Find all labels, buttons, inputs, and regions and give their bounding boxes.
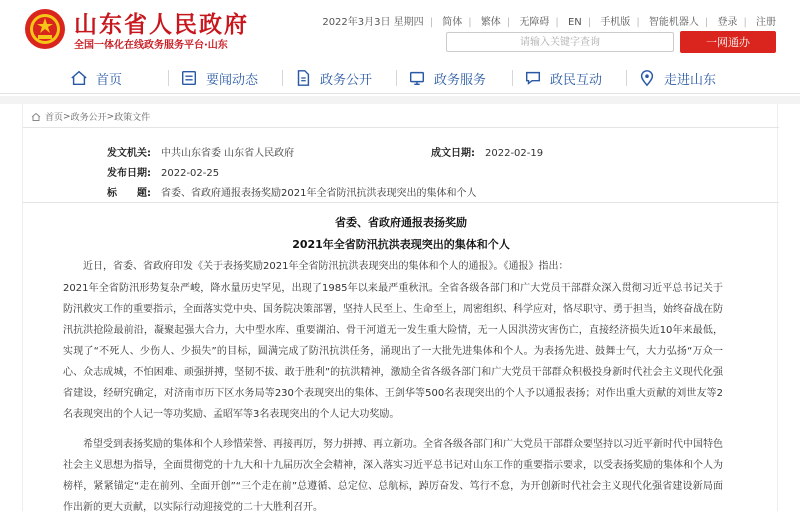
article-heading: 省委、省政府通报表扬奖励: [335, 216, 467, 229]
meta-value: 省委、省政府通报表扬奖励2021年全省防汛抗洪表现突出的集体和个人: [161, 188, 477, 199]
meta-label: 标 题:: [107, 188, 151, 199]
nav-label: 要闻动态: [206, 72, 259, 88]
doc-icon: [294, 69, 312, 87]
nav-item-interaction[interactable]: [524, 66, 602, 90]
meta-published-date: [107, 164, 219, 179]
nav-label: 首页: [96, 72, 123, 88]
article-paragraph: 希望受到表扬奖励的集体和个人珍惜荣誉、再接再厉，努力拼搏、再立新功。全省各级各部门和广大党员干部群众要坚持以习近平新时代中国特色社会主义思想为指导，全面贯彻党的十九大和十九届历次全会精神，深入落实习近平总书记对山东工作的重要指示要求，以受表扬奖励的集体和个人为榜样，紧紧锚定“走在前列、全面开创”“三个走在前”总遵循、总定位、总航标，踔厉奋发、笃行不怠，为开创新时代社会主义现代化强省建设新局面作出新的更大贡献，以实际行动迎接党的二十大胜利召开。: [63, 439, 723, 513]
site-title[interactable]: 山东省人民政府: [74, 11, 249, 38]
nav-item-home[interactable]: [70, 66, 122, 90]
nav-divider: [396, 70, 397, 86]
document-meta: [23, 136, 779, 199]
nav-item-gov-services[interactable]: [408, 66, 486, 90]
current-date: 2022年3月3日 星期四: [322, 17, 424, 28]
home-icon: [31, 112, 41, 122]
meta-created-date: [431, 144, 543, 159]
breadcrumb-gov-affairs[interactable]: 政务公开: [70, 113, 107, 123]
simplified-link[interactable]: 简体: [442, 17, 463, 28]
meta-value: 2022-02-25: [161, 168, 220, 179]
location-icon: [638, 69, 656, 87]
english-link[interactable]: EN: [567, 17, 582, 28]
article-paragraph: 近日，省委、省政府印发《关于表扬奖励2021年全省防汛抗洪表现突出的集体和个人的通报》。《通报》指出：: [83, 261, 569, 272]
main-nav: [0, 60, 800, 94]
login-link[interactable]: 登录: [717, 17, 738, 28]
search-input[interactable]: [446, 32, 674, 52]
national-emblem-icon[interactable]: [24, 8, 66, 50]
nav-label: 政民互动: [550, 72, 603, 88]
nav-divider: [168, 70, 169, 86]
divider: [23, 202, 779, 203]
accessibility-link[interactable]: 无障碍: [519, 17, 550, 28]
page-band: [0, 96, 800, 104]
mobile-link[interactable]: 手机版: [600, 17, 631, 28]
news-icon: [180, 69, 198, 87]
nav-item-about-shandong[interactable]: [638, 66, 716, 90]
meta-label: 发文机关:: [107, 148, 151, 159]
nav-item-news[interactable]: [180, 66, 258, 90]
site-header: [0, 0, 800, 56]
nav-label: 政务服务: [434, 72, 487, 88]
breadcrumb-separator: >: [106, 111, 115, 122]
article-container: [22, 104, 778, 511]
nav-divider: [512, 70, 513, 86]
nav-item-gov-affairs[interactable]: [294, 66, 372, 90]
article-paragraph: 2021年全省防汛形势复杂严峻，降水量历史罕见，出现了1985年以来最严重秋汛。全省各级各部门和广大党员干部群众深入贯彻习近平总书记关于防汛救灾工作的重要指示，全面落实党中央、国务院决策部署，坚持人民至上、生命至上，周密组织、科学应对，恪尽职守、勇于担当，始终奋战在防汛抗洪抢险最前沿，凝聚起强大合力，大中型水库、重要湖泊、骨干河道无一发生重大险情，无一人因洪涝灾害伤亡，直接经济损失近10年来最低，实现了“不死人、少伤人、少损失”的目标，圆满完成了防汛抗洪任务，涌现出了一大批先进集体和个人。为表扬先进、鼓舞士气，大力弘扬“万众一心、众志成城，不怕困难、顽强拼搏，坚韧不拔、敢于胜利”的抗洪精神，激励全省各级各部门和广大党员干部群众积极投身新时代社会主义现代化强省建设，经研究确定，对济南市历下区水务局等230个表现突出的集体、王剑华等500名表现突出的个人予以通报表扬；对作出重大贡献的刘世友等2名表现突出的个人记一等功奖励、孟昭军等3名表现突出的个人记大功奖励。: [63, 283, 723, 420]
breadcrumb-policy-docs[interactable]: 政策文件: [114, 113, 151, 123]
breadcrumb-home[interactable]: 首页: [45, 113, 64, 123]
site-subtitle: 全国一体化在线政务服务平台·山东: [74, 40, 228, 51]
register-link[interactable]: 注册: [756, 17, 776, 28]
nav-label: 政务公开: [320, 72, 373, 88]
traditional-link[interactable]: 繁体: [480, 17, 501, 28]
robot-link[interactable]: 智能机器人: [648, 17, 699, 28]
meta-value: 2022-02-19: [485, 148, 544, 159]
nav-divider: [282, 70, 283, 86]
nav-label: 走进山东: [664, 72, 717, 88]
meta-label: 成文日期:: [431, 148, 475, 159]
one-stop-service-button[interactable]: 一网通办: [680, 31, 776, 53]
divider: [23, 127, 779, 128]
meta-value: 中共山东省委 山东省人民政府: [161, 148, 295, 159]
meta-title: [107, 184, 476, 199]
home-icon: [70, 69, 88, 87]
meta-issuer: [107, 144, 294, 159]
meta-label: 发布日期:: [107, 168, 151, 179]
nav-divider: [626, 70, 627, 86]
service-icon: [408, 69, 426, 87]
breadcrumb: [31, 110, 150, 123]
breadcrumb-separator: >: [63, 111, 71, 122]
chat-icon: [524, 69, 542, 87]
top-utility-bar: 2022年3月3日 星期四 | 简体 | 繁体 | 无障碍 | EN | 手机版 | 智能机器人 | 登录 | 注册: [322, 17, 776, 28]
article-subheading: 2021年全省防汛抗洪表现突出的集体和个人: [292, 238, 510, 251]
